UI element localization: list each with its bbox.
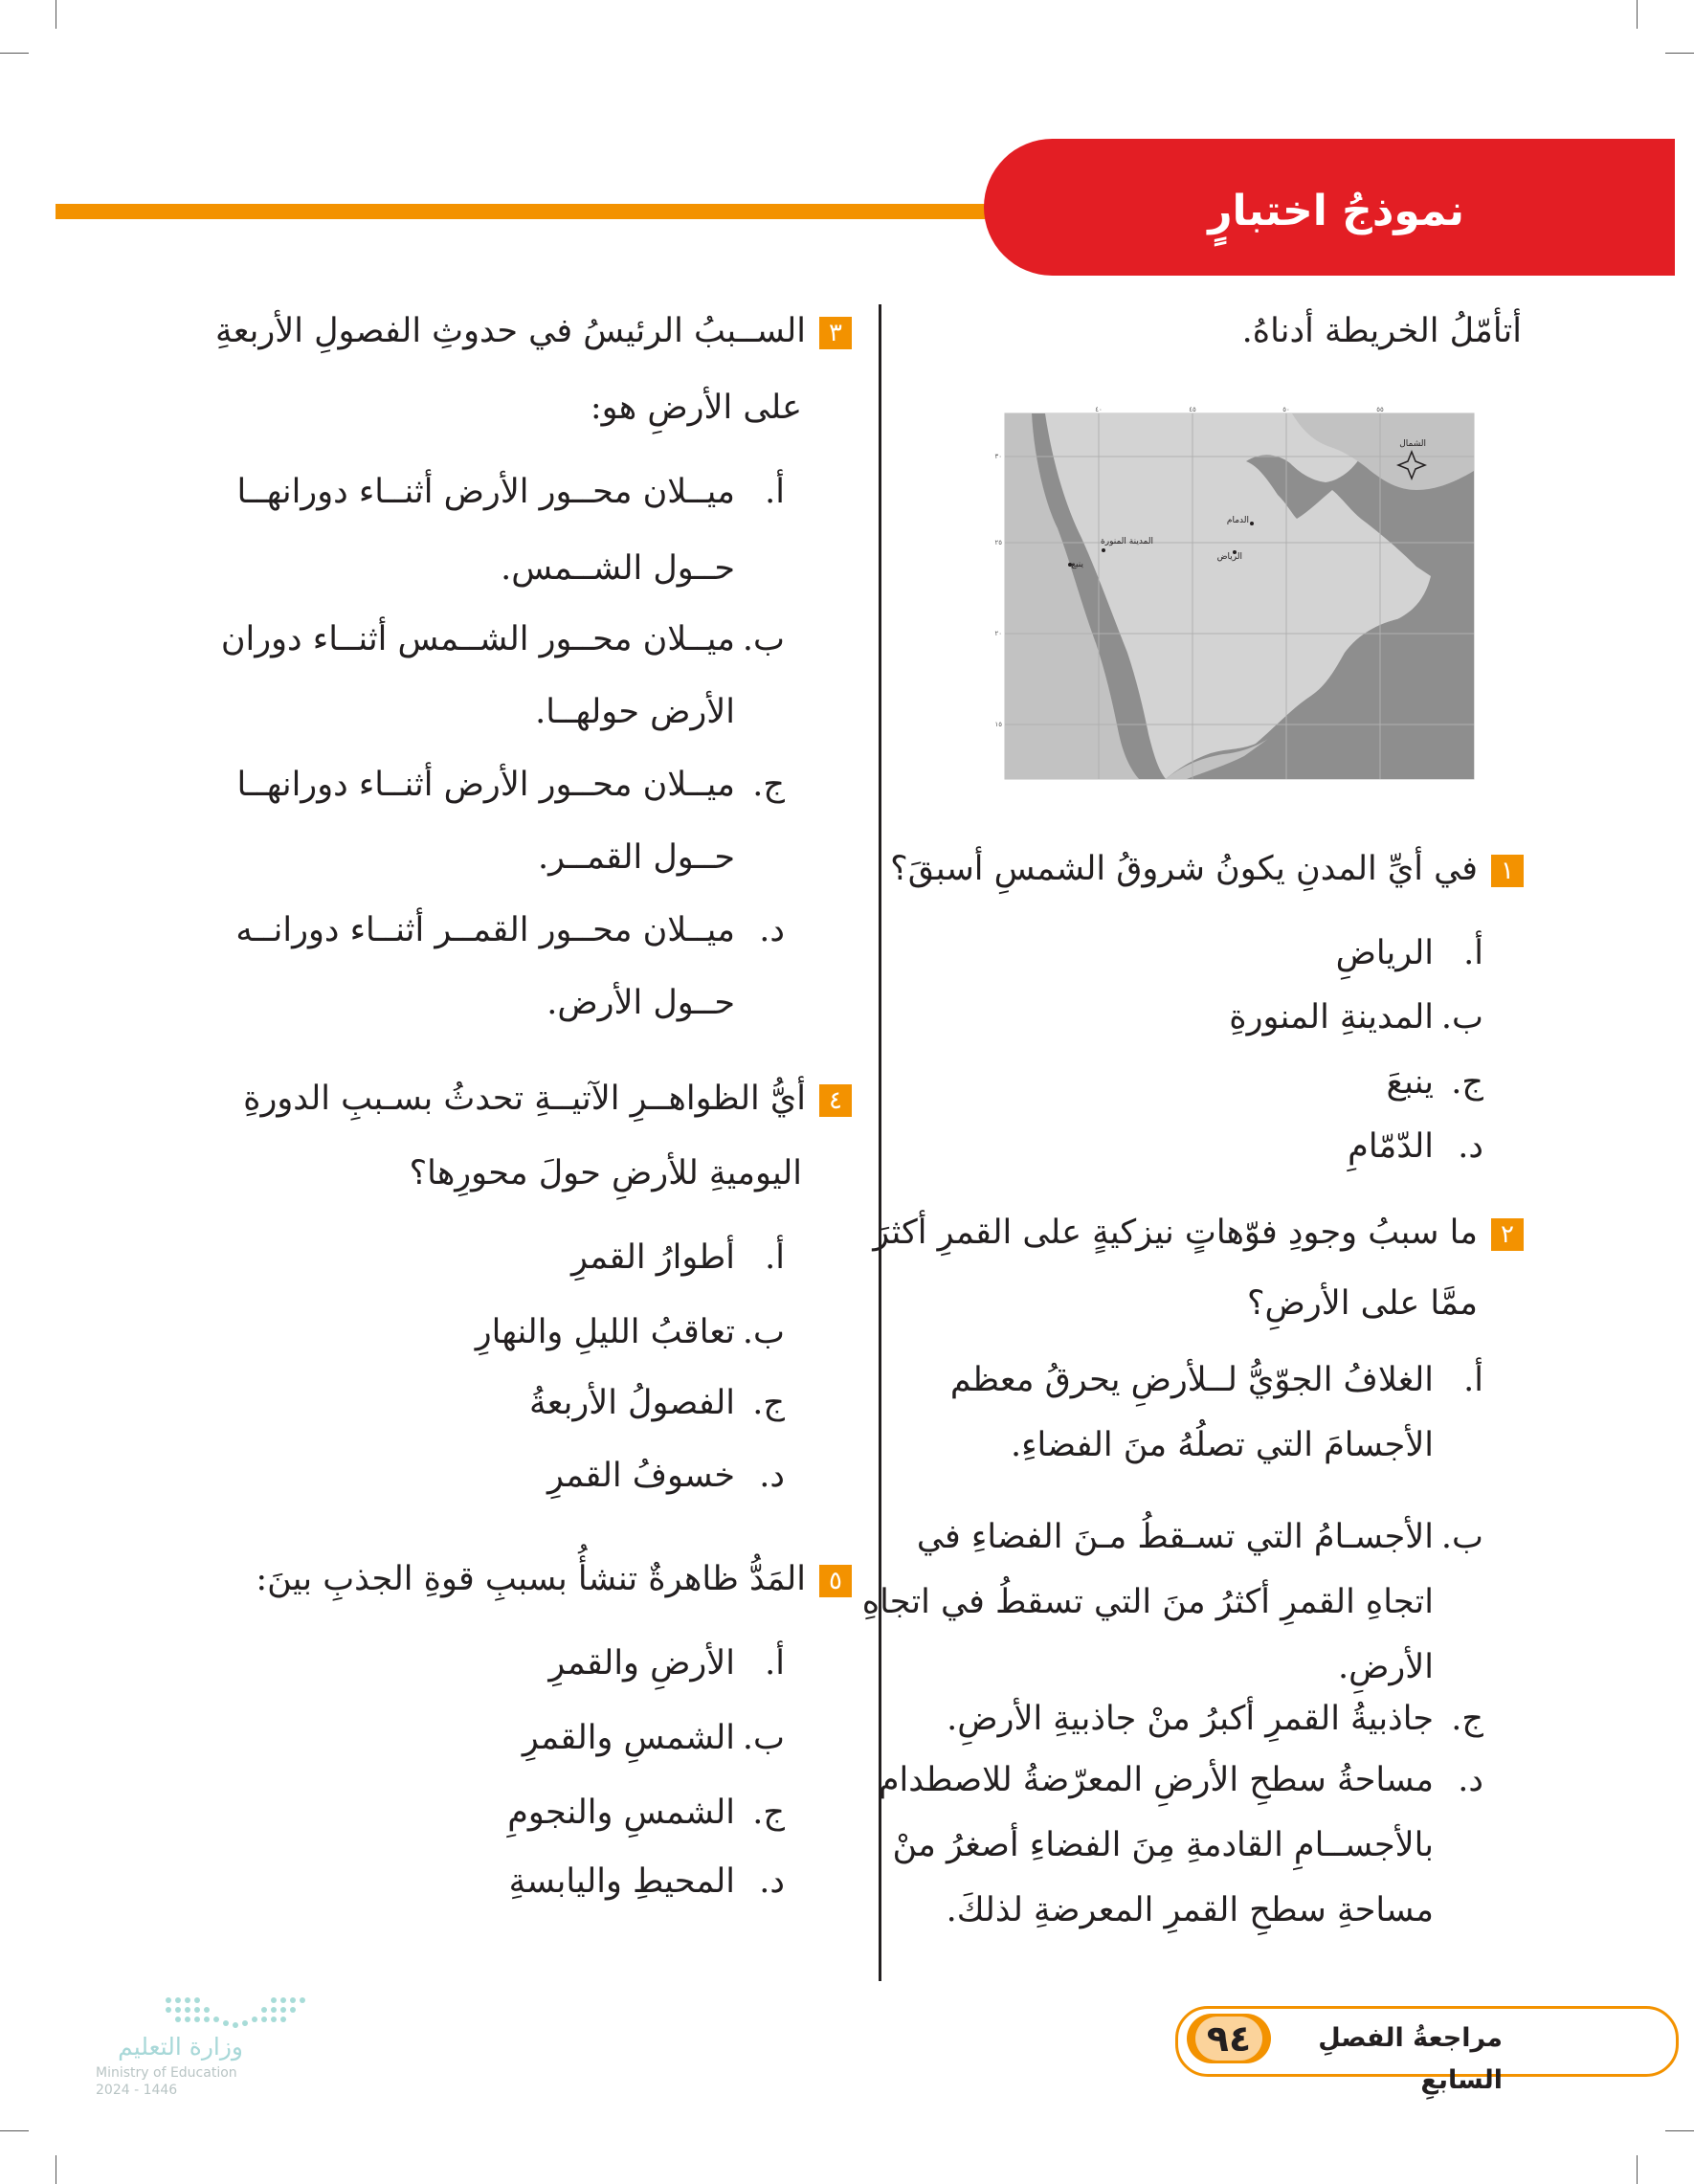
option-letter: ج. <box>1451 1700 1483 1738</box>
header-rule <box>56 204 1013 219</box>
lon-tick: ٥٠ <box>1282 406 1290 413</box>
option-text: الأرضِ والقمرِ <box>548 1644 735 1683</box>
option-text: ينبعَ <box>1386 1063 1434 1102</box>
option-q2-b-cont: اتجاهِ القمرِ أكثرُ منَ التي تسقطُ في اتجاهِ <box>861 1583 1434 1621</box>
option-q5-a[interactable] <box>211 1627 785 1701</box>
option-q1-d[interactable] <box>1005 1110 1483 1184</box>
crop-mark <box>1665 53 1694 54</box>
option-letter: ج. <box>752 766 785 804</box>
option-q2-a-cont: الأجسامَ التي تصلُهُ منَ الفضاءِ. <box>1010 1426 1434 1464</box>
option-text: المحيطِ واليابسةِ <box>508 1862 735 1901</box>
map-label-madinah: المدينة المنورة <box>1101 537 1153 546</box>
ministry-year: 2024 - 1446 <box>96 2083 178 2098</box>
question-text: المَدُّ ظاهرةٌ تنشأُ بسببِ قوةِ الجذبِ بينَ: <box>256 1560 806 1598</box>
crop-mark <box>1665 2130 1694 2131</box>
crop-mark <box>0 53 29 54</box>
page-number: ٩٤ <box>1195 2017 1262 2061</box>
question-text: ما سببُ وجودِ فوّهاتٍ نيزكيةٍ على القمرِ أكثرَ <box>873 1214 1478 1252</box>
option-q3-c-cont: حــول القمــر. <box>537 838 735 877</box>
option-text: الأجسـامُ التي تسـقطُ مـنَ الفضاءِ في <box>916 1518 1434 1556</box>
option-text: الفصولُ الأربعةُ <box>528 1384 735 1422</box>
page-title: نموذجُ اختبارٍ <box>1208 187 1464 235</box>
option-q2-a[interactable] <box>775 1344 1483 1417</box>
ministry-name-en: Ministry of Education <box>96 2065 237 2081</box>
ministry-logo-icon <box>163 1993 316 2033</box>
question-number-badge: ٣ <box>819 317 852 349</box>
option-q2-d[interactable] <box>775 1744 1483 1817</box>
question-text: في أيِّ المدنِ يكونُ شروقُ الشمسِ أسبقَ؟ <box>890 850 1478 888</box>
option-q5-b[interactable] <box>211 1702 785 1775</box>
option-letter: د. <box>1458 1761 1483 1799</box>
option-letter: أ. <box>765 1238 785 1277</box>
option-q2-b-cont: الأرضِ. <box>1337 1648 1434 1686</box>
option-q3-c[interactable] <box>134 748 785 822</box>
lat-tick: ٢٠ <box>994 630 1002 637</box>
crop-mark <box>0 2130 29 2131</box>
option-q3-d[interactable] <box>134 894 785 968</box>
option-text: الرياضِ <box>1335 934 1434 972</box>
option-q3-a-cont: حــول الشــمس. <box>501 549 735 588</box>
option-text: ميــلان محــور القمــر أثنــاء دورانــه <box>235 911 735 949</box>
question-4-stem-cont: اليوميةِ للأرضِ حولَ محورِها؟ <box>409 1154 802 1192</box>
option-letter: ب. <box>742 1313 785 1351</box>
map-label-yanbu: ينبع <box>1071 560 1083 569</box>
question-number-badge: ١ <box>1491 855 1524 887</box>
lat-tick: ٢٥ <box>994 539 1002 546</box>
option-q4-c[interactable] <box>211 1367 785 1440</box>
option-text: ميــلان محــور الأرض أثنــاء دورانهــا <box>236 473 735 511</box>
lat-tick: ١٥ <box>994 721 1002 728</box>
page-number-pill <box>1187 2014 1271 2063</box>
option-q5-c[interactable] <box>211 1776 785 1850</box>
option-text: جاذبيةُ القمرِ أكبرُ منْ جاذبيةِ الأرضِ. <box>947 1700 1434 1738</box>
option-letter: ب. <box>1440 1518 1483 1556</box>
chapter-review-label: مراجعةُ الفصلِ السابعِ <box>1318 2023 1503 2095</box>
question-number-badge: ٤ <box>819 1084 852 1117</box>
question-3-stem-cont: على الأرضِ هو: <box>590 389 802 427</box>
option-q2-d-cont: بالأجســامِ القادمةِ مِنَ الفضاءِ أصغرُ منْ <box>892 1826 1434 1864</box>
option-letter: د. <box>759 1457 785 1495</box>
option-text: خسوفُ القمرِ <box>547 1457 735 1495</box>
intro-text: أتأمّلُ الخريطة أدناهُ. <box>1241 312 1522 350</box>
option-q1-b[interactable] <box>1005 981 1483 1055</box>
crop-mark <box>1637 2155 1638 2184</box>
option-text: أطوارُ القمرِ <box>570 1238 735 1277</box>
option-q4-b[interactable] <box>211 1296 785 1370</box>
option-text: المدينةِ المنورةِ <box>1229 998 1434 1036</box>
map-label-north: الشمال <box>1399 439 1426 449</box>
option-letter: ج. <box>752 1794 785 1832</box>
option-letter: ب. <box>742 1719 785 1757</box>
option-text: تعاقبُ الليلِ والنهارِ <box>475 1313 735 1351</box>
option-q3-d-cont: حــول الأرض. <box>546 984 735 1022</box>
question-4-stem <box>86 1062 852 1136</box>
question-3-stem <box>86 295 852 368</box>
option-letter: د. <box>1458 1127 1483 1166</box>
ministry-name-ar: وزارة التعليم <box>118 2033 243 2061</box>
lat-tick: ٣٠ <box>994 453 1002 460</box>
lon-tick: ٤٥ <box>1189 406 1196 413</box>
option-text: مساحةُ سطحِ الأرضِ المعرّضةُ للاصطدام <box>878 1761 1434 1799</box>
map-label-riyadh: الرياض <box>1216 552 1242 562</box>
option-letter: أ. <box>765 473 785 511</box>
option-letter: د. <box>759 1862 785 1901</box>
option-letter: ب. <box>1440 998 1483 1036</box>
question-number-badge: ٥ <box>819 1565 852 1597</box>
option-text: الشمسِ والنجومِ <box>507 1794 735 1832</box>
option-text: ميــلان محــور الشــمس أثنــاء دوران <box>220 620 735 658</box>
question-number-badge: ٢ <box>1491 1218 1524 1251</box>
lon-tick: ٥٥ <box>1376 406 1384 413</box>
option-letter: ب. <box>742 620 785 658</box>
question-1-stem <box>815 833 1524 906</box>
option-q1-a[interactable] <box>1005 917 1483 991</box>
option-q4-d[interactable] <box>211 1439 785 1513</box>
question-2-stem-cont: ممَّا على الأرضِ؟ <box>1246 1284 1478 1323</box>
city-dot-dammam <box>1250 522 1254 525</box>
question-2-stem <box>815 1196 1524 1270</box>
option-letter: أ. <box>765 1644 785 1683</box>
option-text: الشمسِ والقمرِ <box>522 1719 735 1757</box>
map-figure <box>994 406 1474 779</box>
option-q2-b[interactable] <box>775 1501 1483 1574</box>
option-letter: أ. <box>1463 1361 1483 1399</box>
option-text: الدّمّامِ <box>1348 1127 1434 1166</box>
option-letter: ج. <box>1451 1063 1483 1102</box>
question-text: الســببُ الرئيسُ في حدوثِ الفصولِ الأربعةِ <box>215 312 806 350</box>
option-text: ميــلان محــور الأرض أثنــاء دورانهــا <box>236 766 735 804</box>
option-q3-a[interactable] <box>134 456 785 529</box>
option-letter: أ. <box>1463 934 1483 972</box>
option-q4-a[interactable] <box>211 1221 785 1295</box>
option-q2-d-cont: مساحةِ سطحِ القمرِ المعرضةِ لذلكَ. <box>946 1891 1434 1929</box>
option-q1-c[interactable] <box>1005 1046 1483 1120</box>
option-q3-b[interactable] <box>134 603 785 677</box>
option-letter: ج. <box>752 1384 785 1422</box>
question-5-stem <box>86 1543 852 1616</box>
city-dot-madinah <box>1102 548 1105 552</box>
crop-mark <box>1637 0 1638 29</box>
option-q3-b-cont: الأرض حولهــا. <box>535 693 735 731</box>
question-text: أيُّ الظواهــرِ الآتيــةِ تحدثُ بسـببِ الدورةِ <box>243 1080 806 1118</box>
option-letter: د. <box>759 911 785 949</box>
option-text: الغلافُ الجوّيُّ لــلأرضِ يحرقُ معظم <box>949 1361 1434 1399</box>
option-q5-d[interactable] <box>211 1845 785 1919</box>
map-label-dammam: الدمام <box>1226 516 1249 525</box>
lon-tick: ٤٠ <box>1095 406 1103 413</box>
